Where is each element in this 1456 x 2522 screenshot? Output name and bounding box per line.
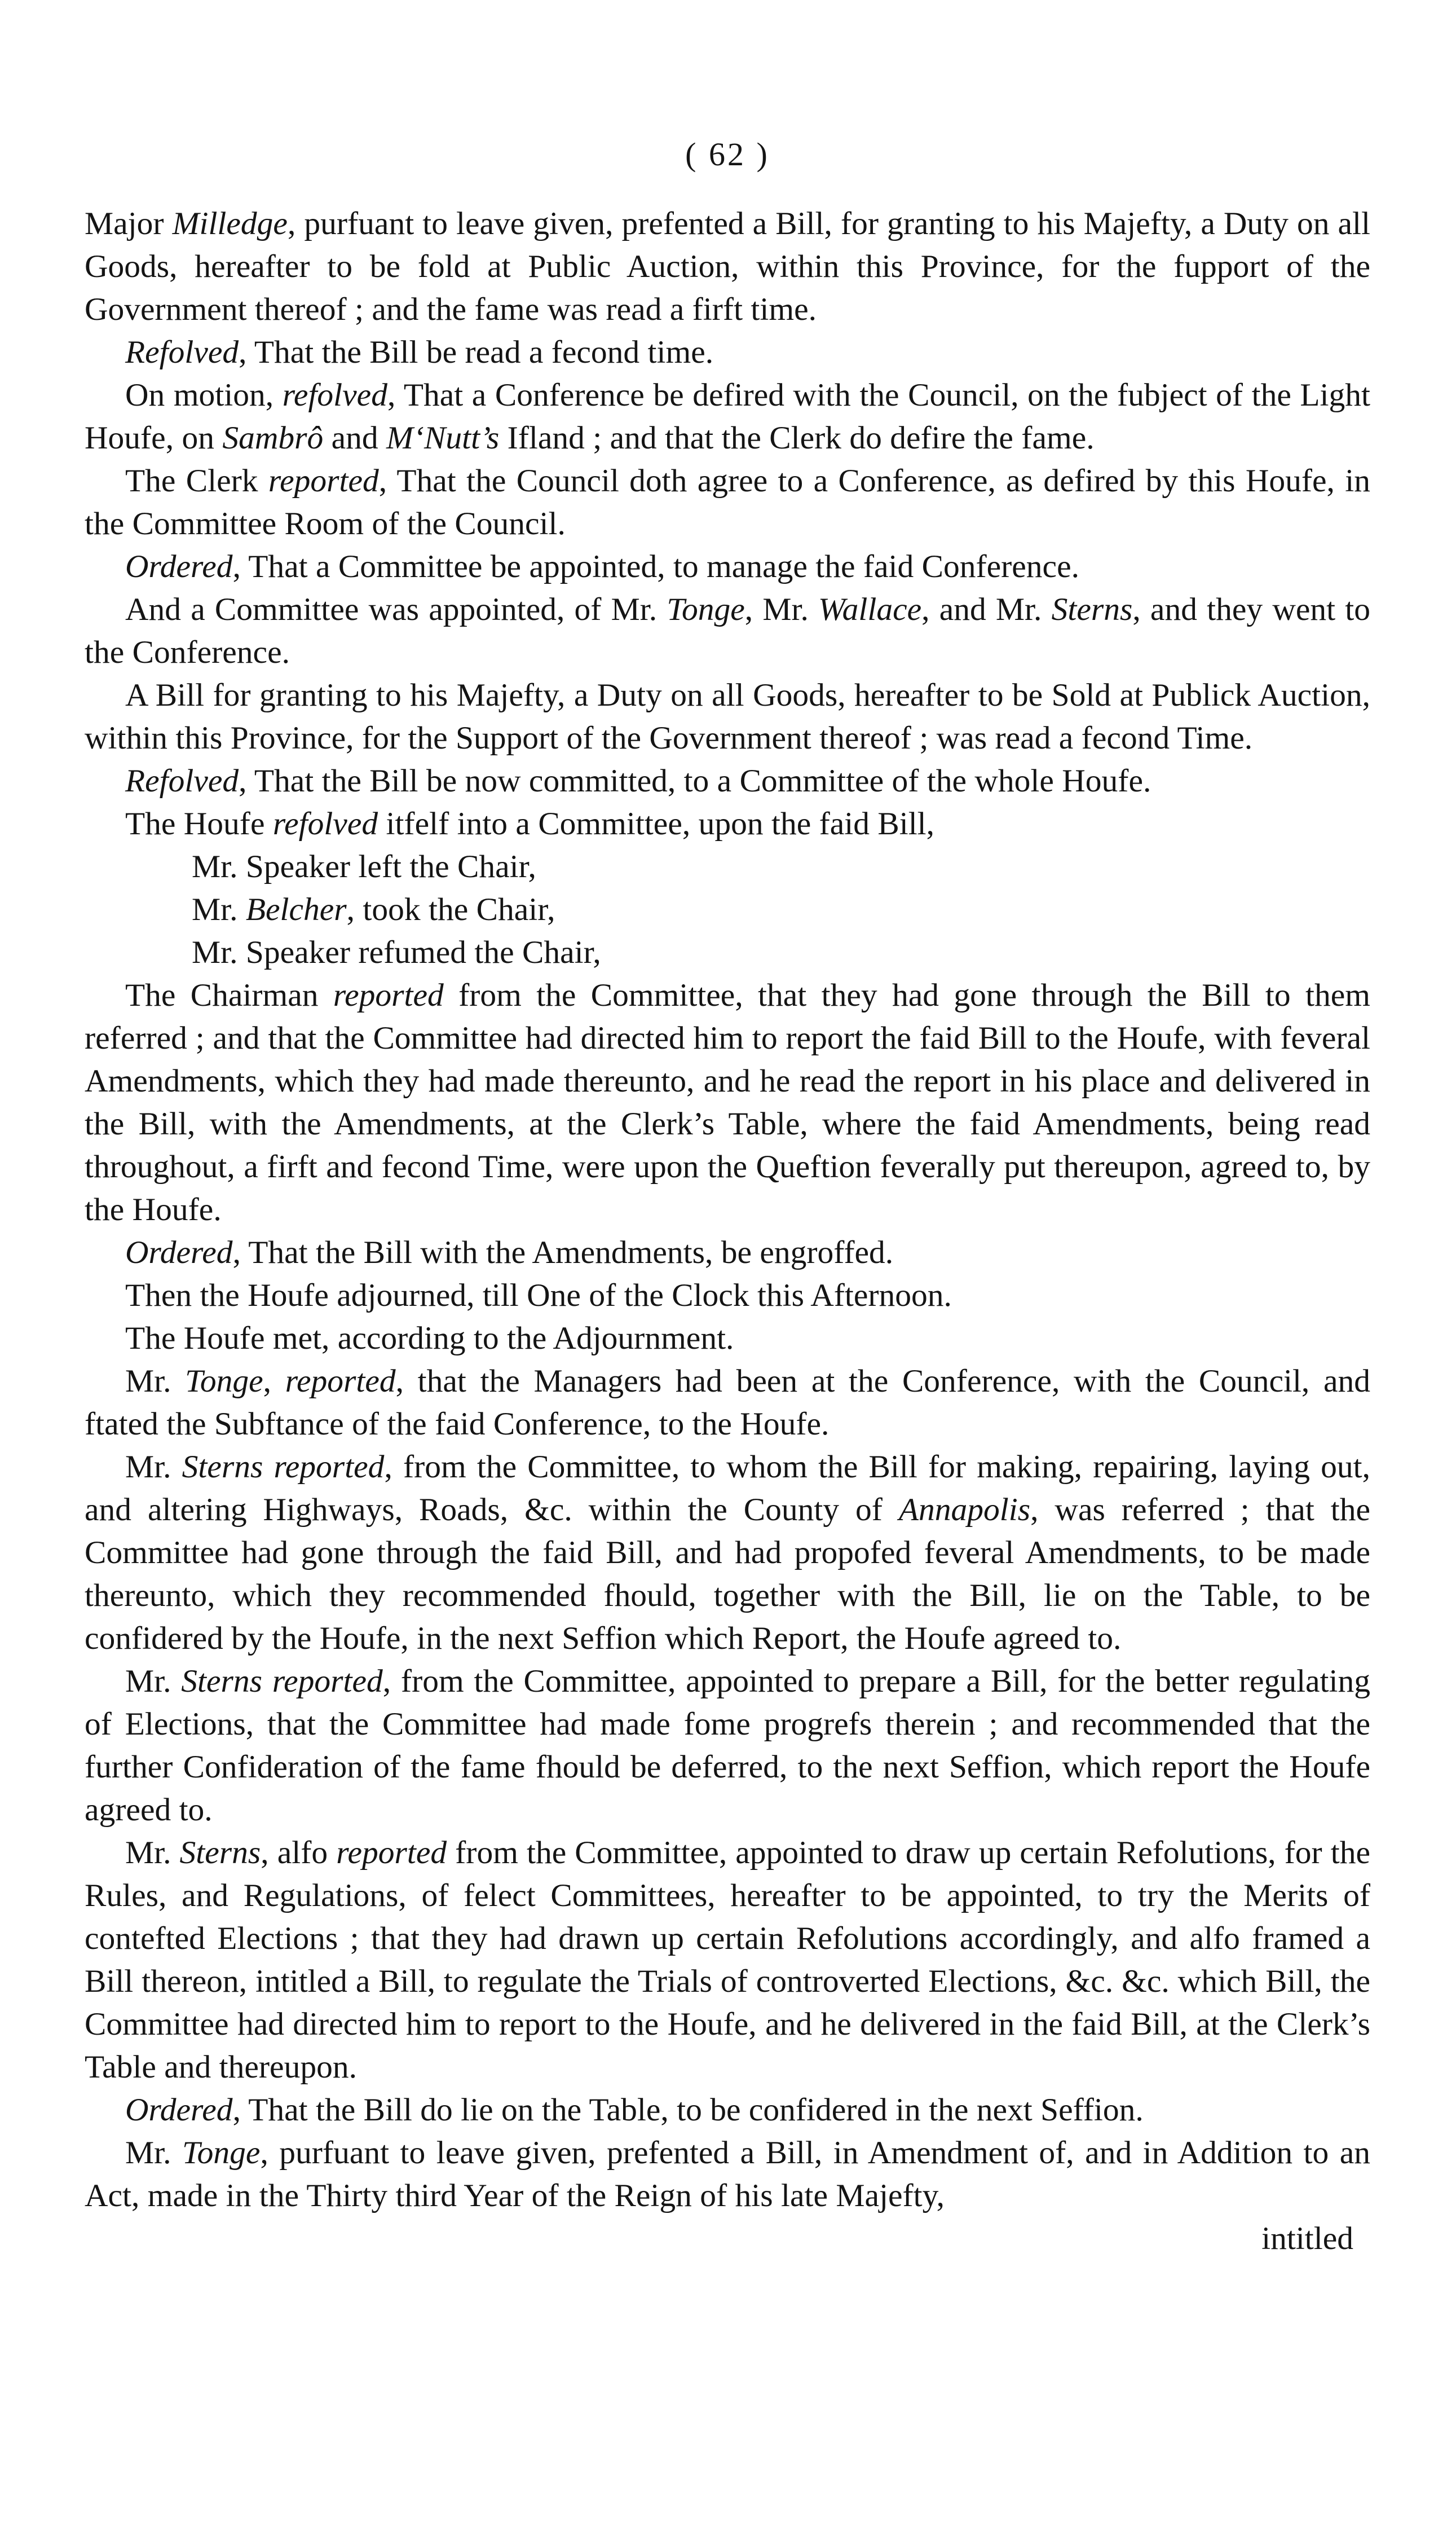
italic-run: reported [333,978,444,1013]
italic-run: Annapolis [898,1492,1031,1528]
italic-run: Sterns [1051,592,1133,627]
text-run: Major [85,206,173,241]
text-run: , from the Committee, to whom the Bill for making, repairing, laying out, and altering Highways, Roads, &c. within the County of [85,1449,1370,1528]
text-run: , was referred ; that the Committee had gone through the faid Bill, and had propofed feveral Amendments, to be made thereunto, which they recommended fhould, together with the Bill, lie on the Table, to be confidered by the Houfe, in the next Seffion which Report, the Houfe agreed to. [85,1492,1370,1656]
text-run: The Houfe met, according to the Adjournment. [125,1321,734,1356]
italic-run: Refolved [125,763,239,799]
paragraph-tonge-reported [85,1360,1370,1446]
italic-run: Tonge [667,592,745,627]
text-run: , alfo [261,1835,337,1870]
italic-run: Milledge [172,206,288,241]
italic-run: Sterns [179,1835,261,1870]
paragraph-clerk-reported [85,460,1370,545]
text-run: , purfuant to leave given, prefented a Bill, in Amendment of, and in Addition to an Act, made in the Thirty third Year of the Reign of his late Majefty, [85,2135,1371,2213]
text-run: and [323,420,387,456]
paragraph-sterns-elections [85,1660,1370,1832]
text-run: A Bill for granting to his Majefty, a Duty on all Goods, hereafter to be Sold at Publick Auction, within this Province, for the Support of the Government thereof ; was read a fecond Time. [85,677,1370,756]
italic-run: refolved [272,806,378,842]
text-run: Mr. [125,1449,182,1485]
paragraph-belcher-chair [85,888,1370,931]
italic-run: Sterns reported [181,1663,383,1699]
text-run: , from the Committee, appointed to prepare a Bill, for the better regulating of Elections, that the Committee had made fome progrefs therein ; and recommended that the further Confideration of the fame fhould be deferred, to the next Seffion, which report the Houfe agreed to. [85,1663,1371,1828]
paragraph-milledge-bill [85,203,1370,331]
text-run: , Mr. [744,592,819,627]
text-run: , and they went to the Conference. [85,592,1371,670]
paragraph-speaker-left [85,846,1370,888]
italic-run: Refolved [125,334,239,370]
text-run: Mr. [192,892,246,927]
text-run: The Clerk [125,463,268,499]
paragraph-second-reading-resolved [85,331,1370,374]
paragraph-speaker-resumed [85,931,1370,974]
text-run: And a Committee was appointed, of Mr. [125,592,667,627]
italic-run: refolved [282,377,387,413]
italic-run: reported [336,1835,447,1870]
italic-run: Tonge [182,2135,261,2171]
paragraph-conference-motion [85,374,1370,460]
paragraph-house-met [85,1317,1370,1360]
text-run: Mr. Speaker refumed the Chair, [192,935,601,970]
text-run: from the Committee, that they had gone through the Bill to them referred ; and that the Committee had directed him to report the faid Bill to the Houfe, with feveral Amendments, which they had made thereunto, and he read the report in his place and delivered in the Bill, with the Amendments, at the Clerk’s Table, where the faid Amendments, being read throughout, a firft and fecond Time, were upon the Queftion feverally put thereupon, agreed to, by the Houfe. [85,978,1370,1227]
text-run: itfelf into a Committee, upon the faid Bill, [378,806,935,842]
text-run: Mr. [125,1663,182,1699]
italic-run: Ordered [125,2092,233,2128]
text-run: , That a Committee be appointed, to manage the faid Conference. [232,549,1079,584]
text-run: , That the Bill do lie on the Table, to be confidered in the next Seffion. [232,2092,1144,2128]
paragraph-committee-appointed [85,588,1370,674]
paragraph-ordered-engrossed [85,1231,1370,1274]
paragraph-ordered-lie-on-table [85,2089,1370,2132]
italic-run: Ordered [125,549,233,584]
catchword: intitled [1261,2221,1353,2256]
italic-run: Ordered [125,1235,233,1270]
italic-run: Sterns reported [182,1449,385,1485]
text-run: On motion, [125,377,283,413]
text-run: Ifland ; and that the Clerk do defire the fame. [499,420,1095,456]
document-page [85,135,1370,2260]
text-run: from the Committee, appointed to draw up certain Refolutions, for the Rules, and Regulations, of felect Committees, hereafter to be appointed, to try the Merits of contefted Elections ; that they had drawn up certain Refolutions accordingly, and alfo framed a Bill thereon, intitled a Bill, to regulate the Trials of controverted Elections, &c. &c. which Bill, the Committee had directed him to report to the Houfe, and he delivered in the faid Bill, at the Clerk’s Table and thereupon. [85,1835,1370,2085]
italic-run: reported [268,463,379,499]
text-run: , That the Bill with the Amendments, be engroffed. [232,1235,894,1270]
text-run: Mr. [125,1363,186,1399]
paragraph-tonge-amendment-bill [85,2132,1370,2217]
text-run: , That a Conference be defired with the Council, on the fubject of the Light Houfe, on [85,377,1370,456]
italic-run: reported [285,1363,396,1399]
paragraph-sterns-resolutions [85,1832,1370,2089]
italic-run: Wallace [818,592,922,627]
paragraph-house-adjourned [85,1274,1370,1317]
italic-run: Belcher [245,892,347,927]
text-run: The Houfe [125,806,273,842]
paragraph-house-resolved [85,803,1370,846]
paragraph-sterns-highways [85,1446,1370,1660]
text-run: , That the Bill be now committed, to a Committee of the whole Houfe. [239,763,1151,799]
text-run: Then the Houfe adjourned, till One of the Clock this Afternoon. [125,1278,952,1313]
paragraph-bill-second-time [85,674,1370,760]
text-run: Mr. [125,2135,182,2171]
paragraph-chairman-reported [85,974,1370,1231]
text-run: , That the Bill be read a fecond time. [239,334,714,370]
italic-run: Tonge [185,1363,263,1399]
text-run: , That the Council doth agree to a Conference, as defired by this Houfe, in the Committee Room of the Council. [85,463,1370,542]
text-run: , and Mr. [921,592,1052,627]
text-run: , purfuant to leave given, prefented a Bill, for granting to his Majefty, a Duty on all Goods, hereafter to be fold at Public Auction, within this Province, for the fupport of the Government thereof ; and the fame was read a firft time. [85,206,1370,327]
text-run: , that the Managers had been at the Conference, with the Council, and ftated the Subftance of the faid Conference, to the Houfe. [85,1363,1370,1442]
italic-run: M‘Nutt’s [386,420,500,456]
text-run: The Chairman [125,978,333,1013]
paragraph-ordered-committee [85,545,1370,588]
text-run: Mr. [125,1835,180,1870]
italic-run: Sambrô [222,420,324,456]
text-run: , took the Chair, [346,892,555,927]
text-run: , [263,1363,285,1399]
paragraph-resolved-committed [85,760,1370,803]
text-run: Mr. Speaker left the Chair, [192,849,536,884]
page-number: ( 62 ) [685,136,770,173]
